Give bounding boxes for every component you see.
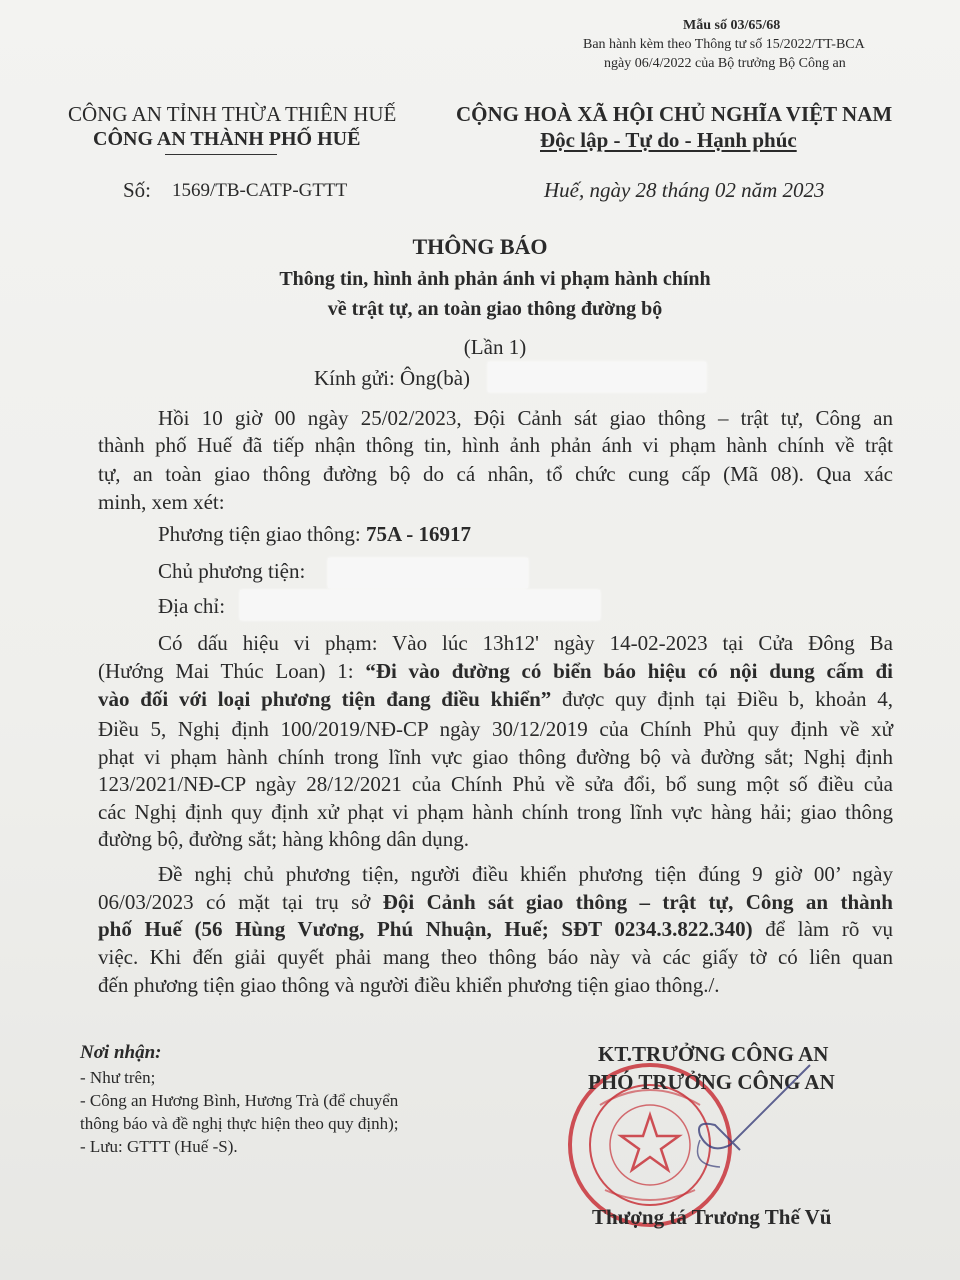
owner-label: Chủ phương tiện: [158,559,306,583]
agency-parent: CÔNG AN TỈNH THỪA THIÊN HUẾ [68,102,397,126]
signature-title-1: KT.TRƯỞNG CÔNG AN [598,1042,829,1066]
form-issued-with: Ban hành kèm theo Thông tư số 15/2022/TT-BCA [583,37,865,52]
violation-bold: “Đi vào đường có biển báo hiệu có nội dung cấm đi [365,659,894,683]
request-text: để làm rõ vụ [752,917,893,941]
para1-line: tự, an toàn giao thông đường bộ do cá nhân, tổ chức cung cấp (Mã 08). Qua xác [98,462,893,486]
signer-name: Thượng tá Trương Thế Vũ [592,1205,832,1229]
place-date: Huế, ngày 28 tháng 02 năm 2023 [544,178,825,202]
notice-issue: (Lần 1) [463,335,527,359]
violation-bold: vào đối với loại phương tiện đang điều khiển” [98,687,552,711]
recipients-item: - Lưu: GTTT (Huế -S). [80,1137,238,1156]
vehicle-plate: 75A - 16917 [365,522,471,546]
signature-title-2: PHÓ TRƯỞNG CÔNG AN [588,1070,835,1094]
country-name: CỘNG HOÀ XÃ HỘI CHỦ NGHĨA VIỆT NAM [456,102,893,126]
para1-line: Hồi 10 giờ 00 ngày 25/02/2023, Đội Cảnh sát giao thông – trật tự, Công an [158,406,893,430]
form-number: Mẫu số 03/65/68 [683,18,781,33]
notice-title: THÔNG BÁO [412,234,548,259]
doc-number: 1569/TB-CATP-GTTT [172,180,348,201]
request-line [98,889,893,915]
violation-line: Có dấu hiệu vi phạm: Vào lúc 13h12' ngày 14-02-2023 tại Cửa Đông Ba [158,631,893,655]
recipients-item: - Như trên; [80,1068,156,1087]
request-line [98,916,893,942]
vehicle-label: Phương tiện giao thông: [158,522,361,546]
address-label: Địa chỉ: [158,594,226,618]
vehicle-row [158,522,471,547]
handwritten-signature [640,1055,820,1175]
notice-subtitle-2: về trật tự, an toàn giao thông đường bộ [327,298,663,320]
country-motto: Độc lập - Tự do - Hạnh phúc [540,128,797,152]
violation-line: đường bộ, đường sắt; hàng không dân dụng. [98,827,470,851]
request-line: Đề nghị chủ phương tiện, người điều khiển phương tiện đúng 9 giờ 00’ ngày [158,862,893,886]
redacted-owner [328,558,528,588]
notice-subtitle-1: Thông tin, hình ảnh phản ánh vi phạm hành chính [279,268,711,290]
violation-line [98,658,893,684]
violation-line: 123/2021/NĐ-CP ngày 28/12/2021 của Chính Phủ về sửa đổi, bổ sung một số điều của [98,772,893,796]
request-text: 06/03/2023 có mặt tại trụ sở [98,890,383,914]
violation-line [98,686,893,712]
para1-line: thành phố Huế đã tiếp nhận thông tin, hình ảnh phản ánh vi phạm hành chính về trật [98,433,893,457]
request-bold: Đội Cảnh sát giao thông – trật tự, Công an thành [382,890,893,914]
form-issued-date: ngày 06/4/2022 của Bộ trưởng Bộ Công an [604,56,846,71]
request-bold: phố Huế (56 Hùng Vương, Phú Nhuận, Huế; SĐT 0234.3.822.340) [98,917,753,941]
violation-text: (Hướng Mai Thúc Loan) 1: [98,659,366,683]
doc-number-label: Số: [123,178,152,202]
agency-underline [165,154,277,155]
recipients-label: Nơi nhận: [80,1042,162,1063]
violation-text: được quy định tại Điều b, khoản 4, [551,687,893,711]
para1-line: minh, xem xét: [98,490,225,514]
recipients-item: thông báo và đề nghị thực hiện theo quy định); [80,1114,399,1133]
violation-line: Điều 5, Nghị định 100/2019/NĐ-CP ngày 30/12/2019 của Chính Phủ quy định về xử [98,717,893,741]
recipients-item: - Công an Hương Bình, Hương Trà (để chuyển [80,1091,399,1110]
agency-name: CÔNG AN THÀNH PHỐ HUẾ [93,128,361,150]
violation-line: phạt vi phạm hành chính trong lĩnh vực giao thông đường bộ và đường sắt; Nghị định [98,745,893,769]
recipient-label: Kính gửi: Ông(bà) [314,366,471,390]
violation-line: các Nghị định quy định xử phạt vi phạm hành chính trong lĩnh vực hàng hải; giao thông [98,800,893,824]
redacted-recipient-name [488,362,706,392]
redacted-address [240,590,600,620]
request-line: đến phương tiện giao thông và người điều khiển phương tiện giao thông./. [98,973,720,997]
request-line: việc. Khi đến giải quyết phải mang theo thông báo này và các giấy tờ có liên quan [98,945,893,969]
